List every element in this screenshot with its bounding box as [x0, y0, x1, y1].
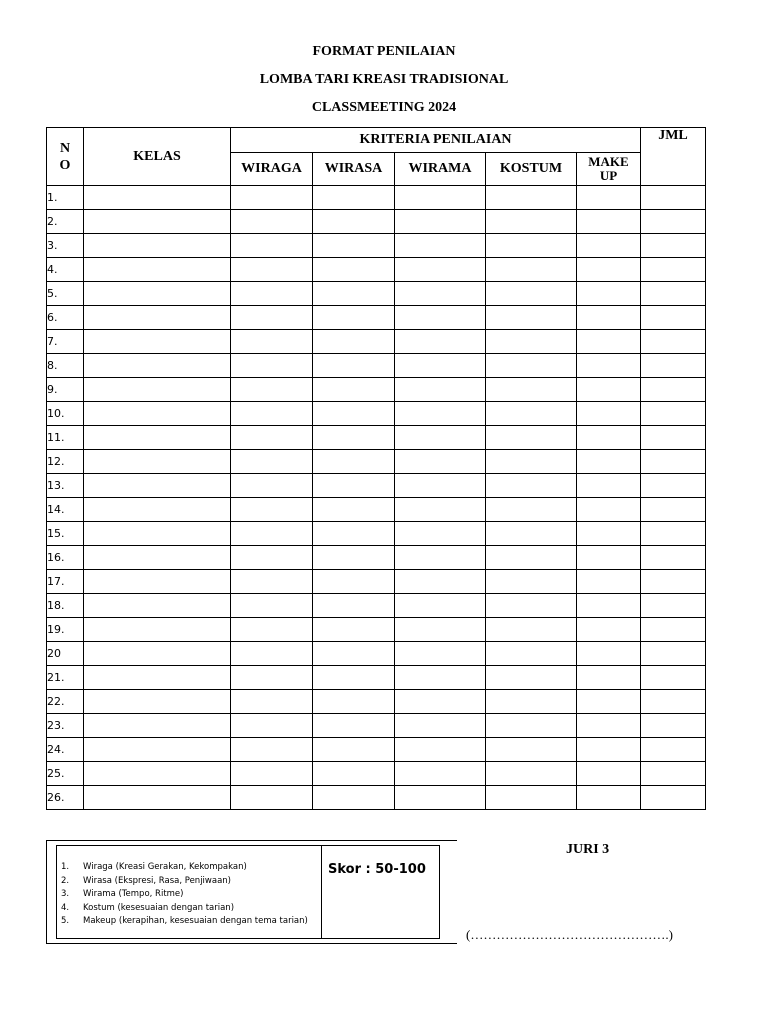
score-cell-empty [231, 522, 313, 546]
score-cell-empty [395, 690, 486, 714]
score-cell-empty [577, 762, 641, 786]
score-cell-empty [395, 666, 486, 690]
score-cell-empty [231, 618, 313, 642]
legend-item-text: Wirasa (Ekspresi, Rasa, Penjiwaan) [83, 875, 231, 886]
score-cell-empty [641, 378, 706, 402]
score-cell-empty [641, 330, 706, 354]
table-row [47, 618, 706, 642]
score-cell-empty [486, 474, 577, 498]
score-cell-empty [486, 618, 577, 642]
table-row [47, 282, 706, 306]
row-number: 25. [47, 762, 84, 786]
score-cell-empty [577, 306, 641, 330]
row-number: 24. [47, 738, 84, 762]
score-cell-empty [395, 234, 486, 258]
signature-line: (……………………………………….) [466, 927, 673, 942]
table-row [47, 762, 706, 786]
legend-item [61, 875, 308, 889]
row-number: 1. [47, 186, 84, 210]
table-row [47, 402, 706, 426]
score-cell-empty [231, 426, 313, 450]
score-cell-empty [84, 474, 231, 498]
score-cell-empty [313, 498, 395, 522]
table-row [47, 474, 706, 498]
score-cell-empty [84, 234, 231, 258]
title-line-1: FORMAT PENILAIAN [312, 44, 456, 59]
juri-label: JURI 3 [566, 842, 610, 857]
score-cell-empty [395, 474, 486, 498]
row-number: 6. [47, 306, 84, 330]
score-cell-empty [577, 618, 641, 642]
score-cell-empty [486, 714, 577, 738]
score-cell-empty [577, 282, 641, 306]
score-cell-empty [577, 570, 641, 594]
score-cell-empty [313, 426, 395, 450]
table-row [47, 306, 706, 330]
score-cell-empty [395, 786, 486, 810]
score-cell-empty [84, 522, 231, 546]
table-row [47, 786, 706, 810]
row-number: 20 [47, 642, 84, 666]
score-cell-empty [577, 186, 641, 210]
score-cell-empty [577, 210, 641, 234]
legend-item-text: Wirama (Tempo, Ritme) [83, 889, 184, 899]
score-cell-empty [231, 402, 313, 426]
legend-box [56, 845, 440, 939]
score-cell-empty [313, 234, 395, 258]
score-cell-empty [395, 330, 486, 354]
row-number: 10. [47, 402, 84, 426]
score-cell-empty [486, 186, 577, 210]
score-cell-empty [577, 426, 641, 450]
score-cell-empty [84, 594, 231, 618]
score-cell-empty [577, 522, 641, 546]
table-row [47, 738, 706, 762]
score-cell-empty [395, 282, 486, 306]
row-number: 22. [47, 690, 84, 714]
score-cell-empty [641, 210, 706, 234]
score-cell-empty [641, 474, 706, 498]
score-cell-empty [313, 738, 395, 762]
row-number: 12. [47, 450, 84, 474]
score-cell-empty [313, 714, 395, 738]
score-cell-empty [486, 450, 577, 474]
score-cell-empty [395, 570, 486, 594]
table-row [47, 210, 706, 234]
score-cell-empty [577, 234, 641, 258]
score-cell-empty [84, 618, 231, 642]
scoring-table [46, 127, 706, 810]
score-cell-empty [577, 450, 641, 474]
score-cell-empty [84, 642, 231, 666]
score-cell-empty [231, 306, 313, 330]
score-cell-empty [313, 450, 395, 474]
score-cell-empty [395, 402, 486, 426]
score-cell-empty [231, 354, 313, 378]
table-row [47, 642, 706, 666]
score-cell-empty [313, 594, 395, 618]
score-cell-empty [231, 666, 313, 690]
score-cell-empty [84, 306, 231, 330]
score-cell-empty [486, 642, 577, 666]
score-cell-empty [641, 522, 706, 546]
score-cell-empty [577, 642, 641, 666]
score-cell-empty [395, 378, 486, 402]
score-cell-empty [641, 186, 706, 210]
score-cell-empty [486, 402, 577, 426]
header-kelas: KELAS [84, 128, 231, 186]
score-cell-empty [395, 714, 486, 738]
row-number: 19. [47, 618, 84, 642]
legend-item-number: 3. [61, 889, 70, 899]
legend-item [61, 915, 308, 929]
score-cell-empty [84, 330, 231, 354]
table-row [47, 378, 706, 402]
score-cell-empty [231, 642, 313, 666]
score-cell-empty [395, 738, 486, 762]
legend-item [61, 861, 308, 875]
score-cell-empty [641, 594, 706, 618]
score-cell-empty [231, 594, 313, 618]
score-cell-empty [395, 546, 486, 570]
score-cell-empty [641, 402, 706, 426]
legend-item [61, 888, 308, 902]
table-row [47, 354, 706, 378]
score-cell-empty [486, 306, 577, 330]
score-cell-empty [84, 738, 231, 762]
row-number: 21. [47, 666, 84, 690]
table-row [47, 330, 706, 354]
score-cell-empty [84, 210, 231, 234]
score-cell-empty [231, 186, 313, 210]
score-cell-empty [641, 258, 706, 282]
score-cell-empty [486, 690, 577, 714]
table-row [47, 546, 706, 570]
score-cell-empty [577, 594, 641, 618]
row-number: 4. [47, 258, 84, 282]
row-number: 13. [47, 474, 84, 498]
row-number: 26. [47, 786, 84, 810]
score-cell-empty [486, 786, 577, 810]
score-cell-empty [486, 666, 577, 690]
score-cell-empty [577, 546, 641, 570]
title-line-3: CLASSMEETING 2024 [311, 100, 457, 115]
score-cell-empty [231, 378, 313, 402]
score-cell-empty [641, 306, 706, 330]
criteria-legend-list [61, 861, 308, 929]
score-cell-empty [313, 618, 395, 642]
score-cell-empty [231, 714, 313, 738]
score-cell-empty [641, 714, 706, 738]
score-cell-empty [486, 258, 577, 282]
score-cell-empty [84, 690, 231, 714]
row-number: 5. [47, 282, 84, 306]
legend-section [46, 840, 457, 944]
score-cell-empty [313, 762, 395, 786]
score-cell-empty [313, 522, 395, 546]
score-cell-empty [395, 642, 486, 666]
score-cell-empty [231, 474, 313, 498]
row-number: 3. [47, 234, 84, 258]
row-number: 18. [47, 594, 84, 618]
score-cell-empty [231, 282, 313, 306]
score-cell-empty [313, 258, 395, 282]
table-row [47, 522, 706, 546]
score-cell-empty [641, 762, 706, 786]
legend-item-number: 1. [61, 862, 70, 872]
legend-item [61, 902, 308, 916]
score-cell-empty [641, 282, 706, 306]
score-cell-empty [486, 762, 577, 786]
score-cell-empty [313, 642, 395, 666]
document-titles [0, 42, 768, 126]
row-number: 15. [47, 522, 84, 546]
row-number: 17. [47, 570, 84, 594]
table-row [47, 666, 706, 690]
score-cell-empty [84, 258, 231, 282]
score-cell-empty [395, 258, 486, 282]
table-row [47, 186, 706, 210]
score-cell-empty [313, 546, 395, 570]
score-cell-empty [486, 570, 577, 594]
score-cell-empty [395, 450, 486, 474]
row-number: 16. [47, 546, 84, 570]
table-row [47, 426, 706, 450]
score-cell-empty [486, 594, 577, 618]
legend-item-number: 5. [61, 916, 70, 926]
score-cell-empty [84, 402, 231, 426]
score-cell-empty [313, 306, 395, 330]
score-cell-empty [84, 666, 231, 690]
score-cell-empty [641, 570, 706, 594]
score-cell-empty [84, 714, 231, 738]
score-cell-empty [313, 666, 395, 690]
score-cell-empty [231, 546, 313, 570]
score-cell-empty [313, 330, 395, 354]
score-cell-empty [84, 570, 231, 594]
score-cell-empty [577, 738, 641, 762]
score-cell-empty [313, 786, 395, 810]
score-cell-empty [395, 354, 486, 378]
score-cell-empty [486, 210, 577, 234]
table-row [47, 570, 706, 594]
score-cell-empty [313, 570, 395, 594]
score-cell-empty [231, 330, 313, 354]
score-cell-empty [84, 762, 231, 786]
score-range: Skor : 50-100 [328, 862, 426, 877]
score-cell-empty [84, 186, 231, 210]
score-cell-empty [231, 690, 313, 714]
score-cell-empty [231, 210, 313, 234]
score-cell-empty [577, 714, 641, 738]
table-row [47, 714, 706, 738]
score-cell-empty [577, 474, 641, 498]
score-cell-empty [577, 330, 641, 354]
score-cell-empty [486, 426, 577, 450]
header-makeup: MAKE UP [577, 153, 641, 186]
legend-item-text: Makeup (kerapihan, kesesuaian dengan tema tarian) [83, 916, 308, 926]
score-cell-empty [486, 330, 577, 354]
row-number: 2. [47, 210, 84, 234]
score-cell-empty [486, 378, 577, 402]
row-number: 11. [47, 426, 84, 450]
row-number: 7. [47, 330, 84, 354]
score-cell-empty [395, 618, 486, 642]
score-cell-empty [486, 546, 577, 570]
legend-item-number: 2. [61, 875, 70, 886]
score-cell-empty [641, 354, 706, 378]
score-cell-empty [577, 402, 641, 426]
score-cell-empty [231, 570, 313, 594]
score-cell-empty [486, 498, 577, 522]
row-number: 9. [47, 378, 84, 402]
score-cell-empty [231, 258, 313, 282]
score-cell-empty [84, 450, 231, 474]
score-cell-empty [313, 210, 395, 234]
score-cell-empty [313, 474, 395, 498]
score-cell-empty [641, 498, 706, 522]
header-kriteria: KRITERIA PENILAIAN [231, 128, 641, 153]
score-cell-empty [395, 210, 486, 234]
score-cell-empty [395, 594, 486, 618]
score-cell-empty [84, 378, 231, 402]
score-cell-empty [84, 426, 231, 450]
score-cell-empty [313, 690, 395, 714]
score-cell-empty [577, 378, 641, 402]
score-cell-empty [313, 186, 395, 210]
score-cell-empty [231, 450, 313, 474]
table-row [47, 234, 706, 258]
score-cell-empty [231, 762, 313, 786]
row-number: 8. [47, 354, 84, 378]
score-cell-empty [641, 546, 706, 570]
header-wirama: WIRAMA [395, 153, 486, 186]
score-cell-empty [577, 690, 641, 714]
score-cell-empty [231, 738, 313, 762]
score-cell-empty [641, 618, 706, 642]
score-cell-empty [84, 498, 231, 522]
score-cell-empty [395, 186, 486, 210]
table-row [47, 450, 706, 474]
score-cell-empty [577, 498, 641, 522]
score-cell-empty [641, 426, 706, 450]
table-row [47, 498, 706, 522]
score-cell-empty [486, 354, 577, 378]
score-cell-empty [577, 786, 641, 810]
score-cell-empty [84, 354, 231, 378]
header-jml: JML [641, 128, 706, 186]
score-cell-empty [313, 402, 395, 426]
score-cell-empty [231, 786, 313, 810]
legend-item-text: Kostum (kesesuaian dengan tarian) [83, 902, 235, 913]
header-wirasa: WIRASA [313, 153, 395, 186]
score-cell-empty [313, 354, 395, 378]
score-cell-empty [486, 738, 577, 762]
header-no: N O [47, 128, 84, 186]
score-cell-empty [231, 498, 313, 522]
score-cell [321, 846, 440, 938]
score-cell-empty [641, 234, 706, 258]
score-cell-empty [84, 282, 231, 306]
header-kostum: KOSTUM [486, 153, 577, 186]
score-cell-empty [486, 234, 577, 258]
score-cell-empty [395, 306, 486, 330]
score-cell-empty [641, 642, 706, 666]
score-cell-empty [641, 690, 706, 714]
score-cell-empty [313, 378, 395, 402]
score-cell-empty [577, 666, 641, 690]
score-cell-empty [577, 258, 641, 282]
score-cell-empty [313, 282, 395, 306]
header-wiraga: WIRAGA [231, 153, 313, 186]
score-cell-empty [641, 450, 706, 474]
score-cell-empty [641, 666, 706, 690]
legend-item-number: 4. [61, 902, 70, 913]
score-cell-empty [84, 546, 231, 570]
score-cell-empty [641, 738, 706, 762]
row-number: 14. [47, 498, 84, 522]
table-row [47, 690, 706, 714]
title-line-2: LOMBA TARI KREASI TRADISIONAL [259, 72, 509, 87]
score-cell-empty [395, 426, 486, 450]
legend-item-text: Wiraga (Kreasi Gerakan, Kekompakan) [83, 862, 247, 872]
table-row [47, 258, 706, 282]
row-number: 23. [47, 714, 84, 738]
table-row [47, 594, 706, 618]
score-cell-empty [577, 354, 641, 378]
score-cell-empty [641, 786, 706, 810]
score-cell-empty [486, 522, 577, 546]
score-cell-empty [486, 282, 577, 306]
score-cell-empty [395, 762, 486, 786]
score-cell-empty [84, 786, 231, 810]
score-cell-empty [395, 522, 486, 546]
score-cell-empty [395, 498, 486, 522]
score-cell-empty [231, 234, 313, 258]
